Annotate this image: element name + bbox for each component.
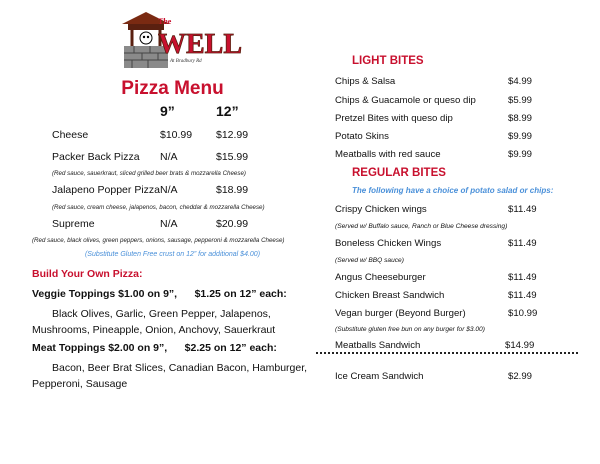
meat-toppings-line: Bacon, Beer Brat Slices, Canadian Bacon, Hamburger, bbox=[52, 362, 308, 374]
pizza-item-name: Supreme bbox=[52, 218, 95, 230]
dessert-item-price: $2.99 bbox=[508, 371, 533, 382]
veggie-toppings-heading: Veggie Toppings $1.00 on 9”, $1.25 on 12” each: bbox=[32, 288, 287, 300]
menu-item-price: $8.99 bbox=[508, 113, 533, 124]
regular-bites-title: REGULAR BITES bbox=[352, 167, 446, 179]
pizza-item-note: (Red sauce, black olives, green peppers, onions, sausage, pepperoni & mozzarella Cheese) bbox=[32, 237, 285, 244]
dotted-divider bbox=[316, 352, 578, 354]
menu-item-name: Meatballs with red sauce bbox=[335, 149, 441, 160]
pizza-menu-title: Pizza Menu bbox=[121, 78, 224, 99]
menu-item-price: $9.99 bbox=[508, 149, 533, 160]
column-header-9-inch: 9” bbox=[160, 103, 175, 119]
regular-bites-subtitle: The following have a choice of potato salad or chips: bbox=[352, 186, 554, 195]
menu-item-name: Chips & Salsa bbox=[335, 76, 396, 87]
pizza-item-name: Cheese bbox=[52, 129, 89, 141]
menu-item-name: Angus Cheeseburger bbox=[335, 272, 426, 283]
menu-item-price: $11.49 bbox=[508, 238, 537, 249]
pizza-item-name: Jalapeno Popper Pizza bbox=[52, 184, 160, 196]
menu-item-price: $9.99 bbox=[508, 131, 533, 142]
menu-item-name: Chips & Guacamole or queso dip bbox=[335, 95, 476, 106]
the-well-logo bbox=[118, 10, 243, 70]
menu-item-price: $4.99 bbox=[508, 76, 533, 87]
pizza-item-note: (Red sauce, sauerkraut, sliced grilled beer brats & mozzarella Cheese) bbox=[52, 170, 246, 177]
pizza-price-12: $18.99 bbox=[216, 184, 249, 196]
menu-item-price: $11.49 bbox=[508, 204, 537, 215]
menu-item-name: Boneless Chicken Wings bbox=[335, 238, 442, 249]
pizza-price-9: $10.99 bbox=[160, 129, 193, 141]
veggie-toppings-line: Mushrooms, Pineapple, Onion, Anchovy, Sauerkraut bbox=[32, 324, 276, 336]
menu-item-name: Vegan burger (Beyond Burger) bbox=[335, 308, 466, 319]
menu-item-name: Meatballs Sandwich bbox=[335, 340, 421, 351]
pizza-item-name: Packer Back Pizza bbox=[52, 151, 140, 163]
menu-item-price: $14.99 bbox=[505, 340, 535, 351]
byo-pizza-title: Build Your Own Pizza: bbox=[32, 268, 143, 280]
pizza-price-12: $20.99 bbox=[216, 218, 249, 230]
menu-item-price: $5.99 bbox=[508, 95, 533, 106]
gluten-free-note: (Substitute Gluten Free crust on 12” for additional $4.00) bbox=[84, 251, 261, 258]
menu-item-name: Crispy Chicken wings bbox=[335, 204, 427, 215]
pizza-price-9: N/A bbox=[160, 151, 178, 163]
menu-item-note: (Served w/ Buffalo sauce, Ranch or Blue Cheese dressing) bbox=[335, 223, 508, 230]
pizza-price-9: N/A bbox=[160, 218, 178, 230]
menu-item-price: $10.99 bbox=[508, 308, 538, 319]
menu-item-name: Potato Skins bbox=[335, 131, 389, 142]
pizza-price-9: N/A bbox=[160, 184, 178, 196]
dessert-item-name: Ice Cream Sandwich bbox=[335, 371, 424, 382]
column-header-12-inch: 12” bbox=[216, 103, 239, 119]
svg-text:WELL: WELL bbox=[158, 29, 243, 60]
menu-item-price: $11.49 bbox=[508, 290, 537, 301]
meat-toppings-heading: Meat Toppings $2.00 on 9”, $2.25 on 12” each: bbox=[32, 342, 277, 354]
menu-item-note: (Served w/ BBQ sauce) bbox=[335, 257, 404, 264]
menu-item-price: $11.49 bbox=[508, 272, 537, 283]
pizza-item-note: (Red sauce, cream cheese, jalapenos, bacon, cheddar & mozzarella Cheese) bbox=[52, 204, 265, 211]
meat-toppings-line: Pepperoni, Sausage bbox=[32, 378, 128, 390]
menu-item-name: Chicken Breast Sandwich bbox=[335, 290, 445, 301]
pizza-price-12: $12.99 bbox=[216, 129, 249, 141]
menu-item-name: Pretzel Bites with queso dip bbox=[335, 113, 453, 124]
light-bites-title: LIGHT BITES bbox=[352, 55, 424, 67]
pizza-price-12: $15.99 bbox=[216, 151, 249, 163]
menu-item-note: (Substitute gluten free bun on any burger for $3.00) bbox=[335, 326, 485, 333]
svg-text:At Bradbury Rd: At Bradbury Rd bbox=[170, 59, 202, 64]
veggie-toppings-line: Black Olives, Garlic, Green Pepper, Jalapenos, bbox=[52, 308, 271, 320]
svg-text:The: The bbox=[158, 17, 172, 26]
